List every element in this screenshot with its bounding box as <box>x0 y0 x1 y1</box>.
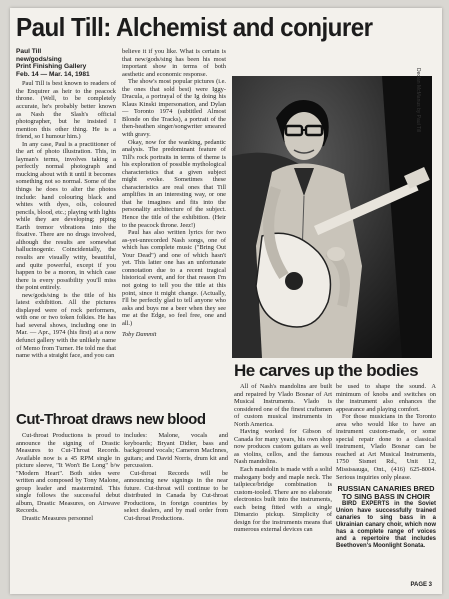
paragraph: includes: Malone, vocals and keyboards; Bryant Didier, bass and background vocals; Cameron MacInnes, guitars; and David Norris, drum kit and percussion. <box>124 432 228 470</box>
carves-column-2 <box>336 383 436 589</box>
cutthroat-column-2 <box>124 432 228 590</box>
listing-name: Paul Till <box>16 48 42 55</box>
exhibition-listing <box>16 48 116 78</box>
byline: Toby Dammit <box>122 331 157 339</box>
filler-headline: RUSSIAN CANARIES BRED TO SING BASS IN CHOIR <box>337 484 435 502</box>
paragraph: be used to shape the sound. A minimum of knobs and switches on the instrument also enhances the appearance and playing comfort. <box>336 383 436 413</box>
paragraph: Each mandolin is made with a solid mahogany body and maple neck. The tailpiece/bridge combination is custom-tooled. There are no elaborate electronics built into the instruments, each being fitted with a single Dimarzio pickup. Simplicity of design for the instruments means that numerous external devices can <box>234 466 332 534</box>
paragraph: new/gods/sing is the title of his latest exhibition. All the pictures displayed were of rock performers, with one or two token folkies. He has had several shows, including one in Mar. — Apr., 1974 (his first) at a now defunct gallery with the unlikely name of Memo from Turner. He told me that name with a straight face, and you can <box>16 291 116 360</box>
filler-text: BIRD EXPERTS in the Soviet Union have successfully trained canaries to sing bass in a Ukrainian canary choir, which now has a complete range of voices and a repertoire that includes Beethoven's Moonlight Sonata. <box>336 501 436 550</box>
photo-credit: Declan McManus by Paul Till <box>415 68 421 133</box>
paragraph: Cut-throat Records will be announcing new signings in the near future. Cut-throat will continue to be distributed in Canada by Cut-throat Productions, in foreign countries by select dealers, and by mail order from Cut-throat Productions. <box>124 469 228 523</box>
listing-dates: Feb. 14 — Mar. 14, 1981 <box>16 70 90 78</box>
paragraph: Paul Till is best known to readers of the Enquirer as heir to the peacock throne. (Well, to be completely accurate, he's probably better known as Nash the Slash's official photographer, but he insisted I mention this other thing. He is a friend, so I humour him.) <box>16 80 116 141</box>
magazine-page <box>10 8 442 594</box>
photo-guitarist <box>232 76 432 358</box>
paragraph: The show's most popular pictures (i.e. the ones that sold best) were Iggy-Dracula, a portrayal of the Ig doing his Klaus Kinski impersonation, and Dylan — Toronto 1974 (subtitled Almost Blonde on the Tracks), a portrait of the then-heathen singer/songwriter smeared with gravy. <box>122 78 226 139</box>
cutthroat-column-1 <box>16 432 120 590</box>
paragraph: Drastic Measures personnel <box>22 515 93 523</box>
paragraph: For those musicians in the Toronto area who would like to have an instrument custom-made, or some special repair done to a classical instrument, Vlado Bosnar can be reached at Art Musical Instruments, 1750 Sismet Rd., Unit 12, Mississauga, Ont., (416) 625-8004. Serious inquiries only please. <box>336 413 436 481</box>
carves-headline: He carves up the bodies <box>234 361 419 380</box>
paragraph: All of Nash's mandolins are built and repaired by Vlado Bosnar of Art Musical Instruments. Vlado is considered one of the finest craftsmen of custom musical instruments in North America. <box>234 383 332 428</box>
listing-gallery: Print Finishing Gallery <box>16 63 87 71</box>
cutthroat-headline: Cut-Throat draws new blood <box>16 411 206 428</box>
paragraph: In any case, Paul is a practitioner of the art of photo illustration. This, in layman's terms, involves taking a perfectly normal photograph and mucking about with it until it becomes something not so normal. Some of the things he does to alter the photos include: hand colouring black and whites with dyes, oils, coloured pencils, blood, etc.; playing with lights while they are developing; piping Earth tremor vibrations into the fixative. There are no drugs involved, although the results are somewhat hallucinogenic. Coincidentally, the results are visually witty, beautiful, and quite powerful, except if you happen to be a moron, in which case there is every possibility you'll miss the point entirely. <box>16 140 116 292</box>
paragraph: believe it if you like. What is certain is that new/gods/sing has been his most important show in terms of both aesthetic and economic response. <box>122 48 226 78</box>
page-headline: Paul Till: Alchemist and conjurer <box>16 12 373 42</box>
page-number: PAGE 3 <box>410 582 432 588</box>
paragraph: Okay, now for the wanking, pedantic analysis. The predominant feature of Till's rock portraits in terms of theme is his exploration of possible mythological characteristics that a given subject might evoke. Sometimes these characteristics are real ones that Till amplifies in an interesting way, or one that he imagines and fits into the personality architecture of the subject. Hence the title of the exhibition. (Heir to the peacock throne. Jeez!) <box>122 138 226 229</box>
listing-venue: new/gods/sing <box>16 55 62 63</box>
article-column-1 <box>16 48 116 406</box>
article-column-2 <box>122 48 226 408</box>
carves-column-1 <box>234 383 332 593</box>
guitarist-illustration <box>232 76 432 358</box>
paragraph: Cut-throat Productions is proud to announce the signing of Drastic Measures to Cut-Throat Records. Available now is a 45 RPM single in picture sleeve, "It Won't Be Long" b/w "Modern Heart". Both sides were written and composed by Tony Malone, group leader and mastermind. This single follows the successful debut album, Drastic Measures, on Airwave Records. <box>16 432 120 515</box>
paragraph: Paul has also written lyrics for two as-yet-unrecorded Nash songs, one of which has complete music ("Bring Out Your Dead") and one of which hasn't yet. This latter one has an unfortunate connotation due to a recent tragical historical event, and for that reason I'm not going to tell you the title at this point, since it might change. (Actually, I'll be perfectly glad to tell anyone who asks and buys me a beer when they see me at the Edge, so feel free, one and all.) <box>122 229 226 327</box>
paragraph: Having worked for Gibson of Canada for many years, his own shop now produces custom guitars as well as violins, cellos, and the famous Nash mandolins. <box>234 428 332 466</box>
